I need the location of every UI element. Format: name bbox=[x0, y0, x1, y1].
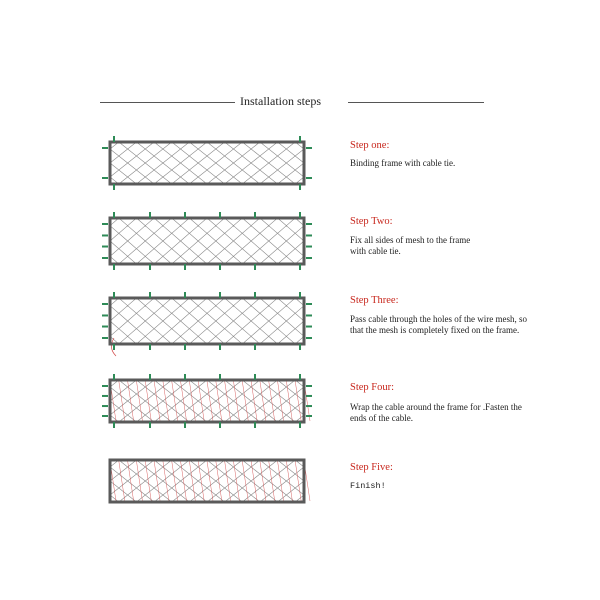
step-one-diagram bbox=[98, 134, 320, 190]
wire-mesh bbox=[110, 142, 304, 184]
step-one-title: Step one: bbox=[350, 140, 390, 151]
step-two-diagram bbox=[98, 210, 320, 274]
step-four-description: Wrap the cable around the frame for .Fasten the ends of the cable. bbox=[350, 402, 522, 423]
cable-wrap bbox=[110, 461, 310, 501]
step-two-description: Fix all sides of mesh to the frame with cable tie. bbox=[350, 235, 471, 256]
steel-frame bbox=[110, 142, 304, 184]
steel-frame bbox=[110, 218, 304, 264]
step-five-diagram bbox=[98, 456, 320, 506]
step-two-title: Step Two: bbox=[350, 216, 393, 227]
step-three bbox=[0, 288, 600, 354]
step-one-description: Binding frame with cable tie. bbox=[350, 158, 456, 168]
step-one bbox=[0, 130, 600, 190]
step-two bbox=[0, 208, 600, 274]
step-five bbox=[0, 454, 600, 506]
step-five-title: Step Five: bbox=[350, 462, 393, 473]
step-four-diagram bbox=[98, 374, 320, 432]
steel-frame bbox=[110, 298, 304, 344]
header-title: Installation steps bbox=[240, 94, 321, 108]
header-rule-left bbox=[100, 102, 235, 103]
wire-mesh bbox=[110, 460, 304, 502]
steel-frame bbox=[110, 460, 304, 502]
step-four bbox=[0, 372, 600, 432]
step-three-diagram bbox=[98, 290, 320, 354]
header-rule-right bbox=[348, 102, 484, 103]
wire-mesh bbox=[110, 218, 304, 264]
step-four-title: Step Four: bbox=[350, 382, 395, 393]
installation-steps-header bbox=[0, 92, 600, 112]
steel-frame bbox=[110, 380, 304, 422]
step-three-title: Step Three: bbox=[350, 295, 399, 306]
wire-mesh bbox=[110, 298, 304, 344]
wire-mesh bbox=[110, 380, 304, 422]
cable-wrap bbox=[110, 381, 310, 421]
step-five-description: Finish! bbox=[350, 481, 386, 491]
step-three-description: Pass cable through the holes of the wire mesh, so that the mesh is completely fixed on the frame. bbox=[350, 314, 527, 335]
